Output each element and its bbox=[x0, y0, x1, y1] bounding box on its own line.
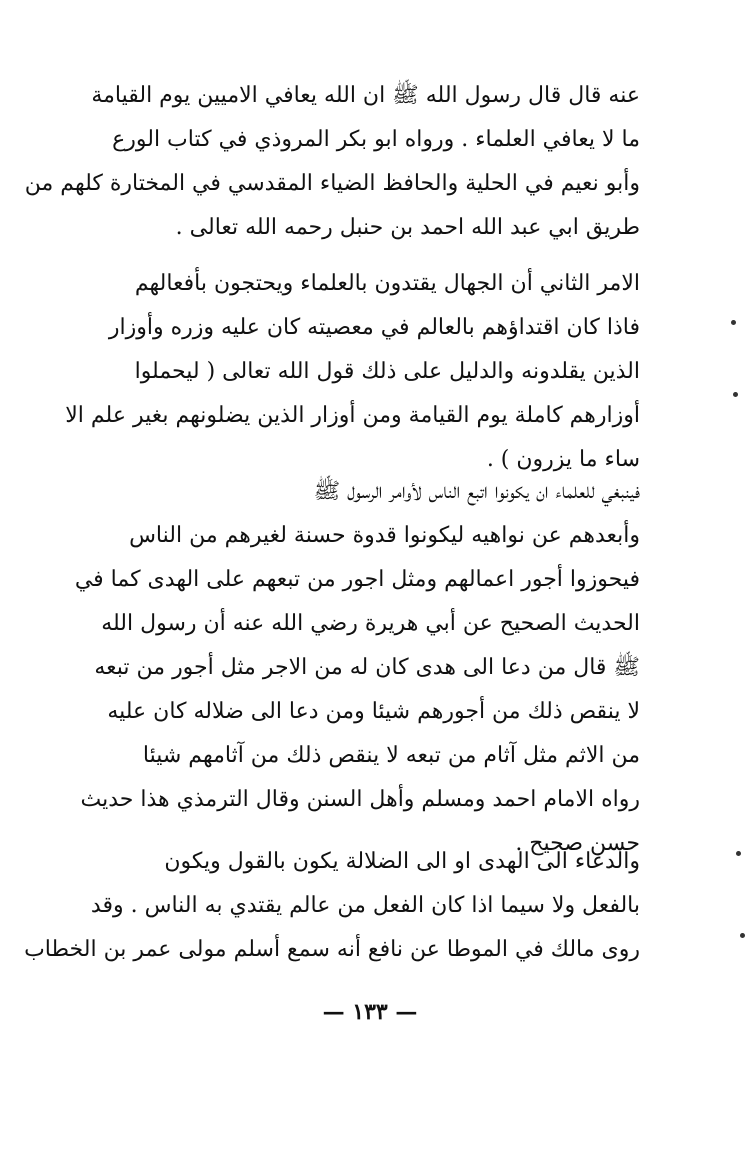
paragraph-3 bbox=[74, 470, 640, 866]
paragraph-2 bbox=[65, 262, 640, 482]
text-line: الذين يقلدونه والدليل على ذلك قول الله تعالى ( ليحملوا bbox=[134, 359, 640, 384]
text-line: عنه قال قال رسول الله ﷺ ان الله يعافي الاميين يوم القيامة bbox=[91, 83, 640, 108]
text-line: حسن صحيح . bbox=[515, 831, 640, 856]
text-line: فينبغي للعلماء ان يكونوا اتبع الناس لأوامر الرسول ﷺ bbox=[313, 479, 640, 504]
margin-dot bbox=[731, 320, 736, 325]
text-line: روى مالك في الموطا عن نافع أنه سمع أسلم مولى عمر بن الخطاب bbox=[24, 937, 640, 962]
text-line: ﷺ قال من دعا الى هدى كان له من الاجر مثل أجور من تبعه bbox=[94, 655, 640, 680]
text-line: والدعاء الى الهدى او الى الضلالة يكون بالقول ويكون bbox=[164, 849, 640, 874]
text-line: رواه الامام احمد ومسلم وأهل السنن وقال الترمذي هذا حديث bbox=[80, 787, 640, 812]
text-line: وأبو نعيم في الحلية والحافظ الضياء المقدسي في المختارة كلهم من bbox=[24, 171, 640, 196]
text-line: الامر الثاني أن الجهال يقتدون بالعلماء ويحتجون بأفعالهم bbox=[134, 271, 640, 296]
paragraph-1 bbox=[24, 74, 640, 250]
margin-dot bbox=[740, 933, 745, 938]
text-line: ما لا يعافي العلماء . ورواه ابو بكر المروذي في كتاب الورع bbox=[112, 127, 640, 152]
margin-dot bbox=[733, 392, 738, 397]
text-line: بالفعل ولا سيما اذا كان الفعل من عالم يقتدي به الناس . وقد bbox=[90, 893, 640, 918]
text-line: فاذا كان اقتداؤهم بالعالم في معصيته كان عليه وزره وأوزار bbox=[108, 315, 640, 340]
text-line: الحديث الصحيح عن أبي هريرة رضي الله عنه أن رسول الله bbox=[101, 611, 640, 636]
text-line: من الاثم مثل آثام من تبعه لا ينقص ذلك من آثامهم شيئا bbox=[142, 743, 640, 768]
text-line: أوزارهم كاملة يوم القيامة ومن أوزار الذين يضلونهم بغير علم الا bbox=[65, 403, 640, 428]
text-line: ساء ما يزرون ) . bbox=[486, 447, 640, 472]
text-line: لا ينقص ذلك من أجورهم شيئا ومن دعا الى ضلاله كان عليه bbox=[107, 699, 640, 724]
text-line: طريق ابي عبد الله احمد بن حنبل رحمه الله تعالى . bbox=[175, 215, 640, 240]
text-line: فيحوزوا أجور اعمالهم ومثل اجور من تبعهم على الهدى كما في bbox=[74, 567, 640, 592]
paragraph-4 bbox=[24, 840, 640, 972]
margin-dot bbox=[736, 851, 741, 856]
text-line: وأبعدهم عن نواهيه ليكونوا قدوة حسنة لغيرهم من الناس bbox=[129, 523, 640, 548]
page-number: — ١٣٣ — bbox=[322, 999, 418, 1025]
